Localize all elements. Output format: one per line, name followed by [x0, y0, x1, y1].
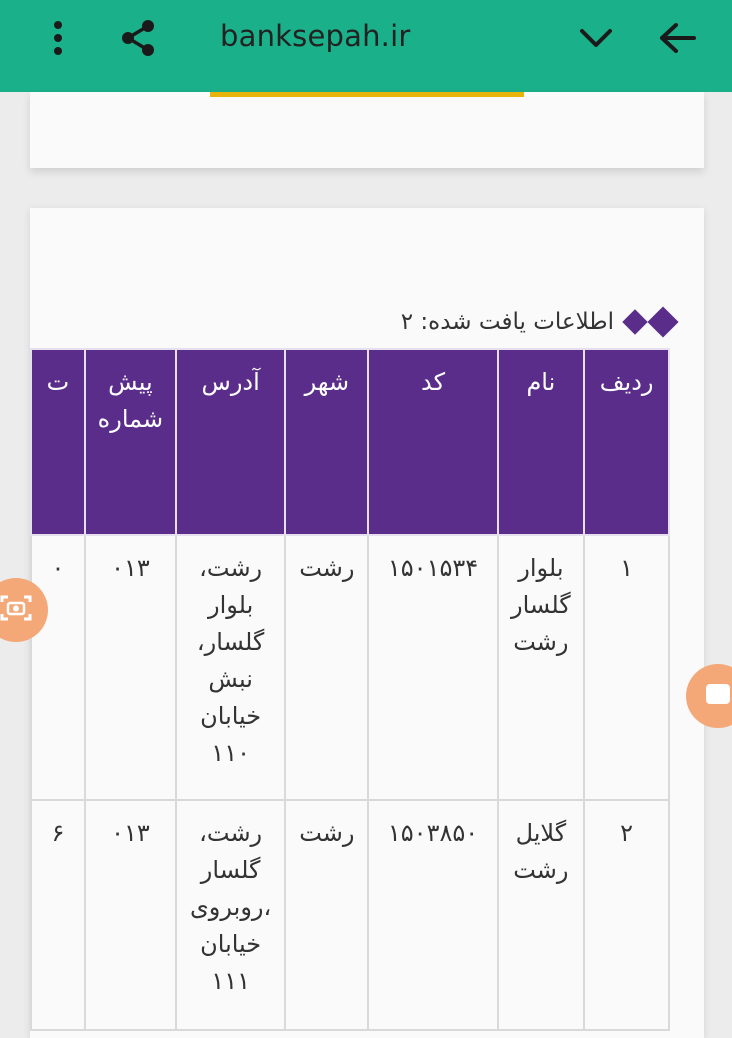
cell-city: رشت: [285, 535, 368, 800]
header-code: کد: [368, 349, 497, 535]
results-count-label: اطلاعات یافت شده: ۲: [400, 309, 614, 335]
results-table: [30, 348, 670, 1031]
header-row-number: ردیف: [584, 349, 669, 535]
cell-area-code: ۰۱۳: [85, 535, 176, 800]
cell-row-number: ۲: [584, 800, 669, 1030]
results-count-row: [401, 304, 674, 340]
table-row: [31, 535, 669, 800]
back-arrow-icon[interactable]: [650, 10, 706, 66]
more-options-icon[interactable]: [30, 10, 86, 66]
cell-address: رشت، گلسار ،روبروی خیابان ۱۱۱: [176, 800, 285, 1030]
diamond-bullet-icon: [620, 311, 674, 333]
header-area-code: پیش شماره: [85, 349, 176, 535]
cell-phone: ۶: [31, 800, 85, 1030]
chevron-down-icon[interactable]: [568, 10, 624, 66]
header-address: آدرس: [176, 349, 285, 535]
square-icon: [705, 683, 731, 709]
table-header-row: [31, 349, 669, 535]
cell-name: گلایل رشت: [498, 800, 585, 1030]
cell-area-code: ۰۱۳: [85, 800, 176, 1030]
results-card: [30, 208, 704, 1038]
accent-bar: [210, 92, 524, 97]
header-city: شهر: [285, 349, 368, 535]
address-bar-url[interactable]: banksepah.ir: [220, 19, 411, 53]
table-row: [31, 800, 669, 1030]
cell-name: بلوار گلسار رشت: [498, 535, 585, 800]
share-icon[interactable]: [110, 10, 166, 66]
cell-code: ۱۵۰۱۵۳۴: [368, 535, 497, 800]
previous-card: [30, 92, 704, 168]
header-phone: ت: [31, 349, 85, 535]
cell-city: رشت: [285, 800, 368, 1030]
cell-row-number: ۱: [584, 535, 669, 800]
cell-address: رشت، بلوار گلسار، نبش خیابان ۱۱۰: [176, 535, 285, 800]
cell-phone: ۰: [31, 535, 85, 800]
cell-code: ۱۵۰۳۸۵۰: [368, 800, 497, 1030]
header-name: نام: [498, 349, 585, 535]
results-table-container[interactable]: [30, 348, 670, 1038]
browser-toolbar: [0, 0, 732, 92]
camera-icon: [0, 593, 33, 627]
